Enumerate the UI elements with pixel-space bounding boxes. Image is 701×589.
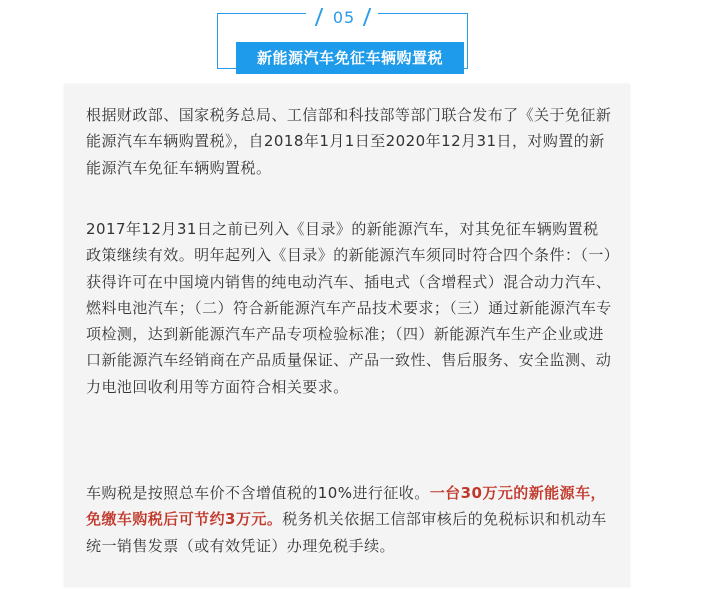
paragraph-2: 2017年12月31日之前已列入《目录》的新能源汽车，对其免征车辆购置税政策继续有效。明年起列入《目录》的新能源汽车须同时符合四个条件：（一）获得许可在中国境内销售的纯电动汽车、插电式（含增程式）混合动力汽车、燃料电池汽车；（二）符合新能源汽车产品技术要求；（三）通过新能源汽车专项检测，达到新能源汽车产品专项检验标准；（四）新能源汽车生产企业或进口新能源汽车经销商在产品质量保证、产品一致性、售后服务、安全监测、动力电池回收利用等方面符合相关要求。 xyxy=(86,220,612,396)
paragraph-3 xyxy=(86,480,612,559)
paragraph-3-outro: 税务机关依据工信部审核后的免税标识和机动车统一销售发票（或有效凭证）办理免税手续。 xyxy=(86,510,607,555)
paragraph-3-intro: 车购税是按照总车价不含增值税的10%进行征收。 xyxy=(86,484,430,502)
section-title: 新能源汽车免征车辆购置税 xyxy=(256,49,443,67)
section-title-box xyxy=(236,42,464,74)
section-header xyxy=(0,0,701,80)
section-number: 05 xyxy=(332,8,356,27)
paragraph-1: 根据财政部、国家税务总局、工信部和科技部等部门联合发布了《关于免征新能源汽车车辆购置税》，自2018年1月1日至2020年12月31日，对购置的新能源汽车免征车辆购置税。 xyxy=(86,106,612,177)
paragraph-3-highlight: 一台30万元的新能源车，免缴车购税后可节约3万元。 xyxy=(86,484,606,529)
content-card xyxy=(64,84,630,587)
